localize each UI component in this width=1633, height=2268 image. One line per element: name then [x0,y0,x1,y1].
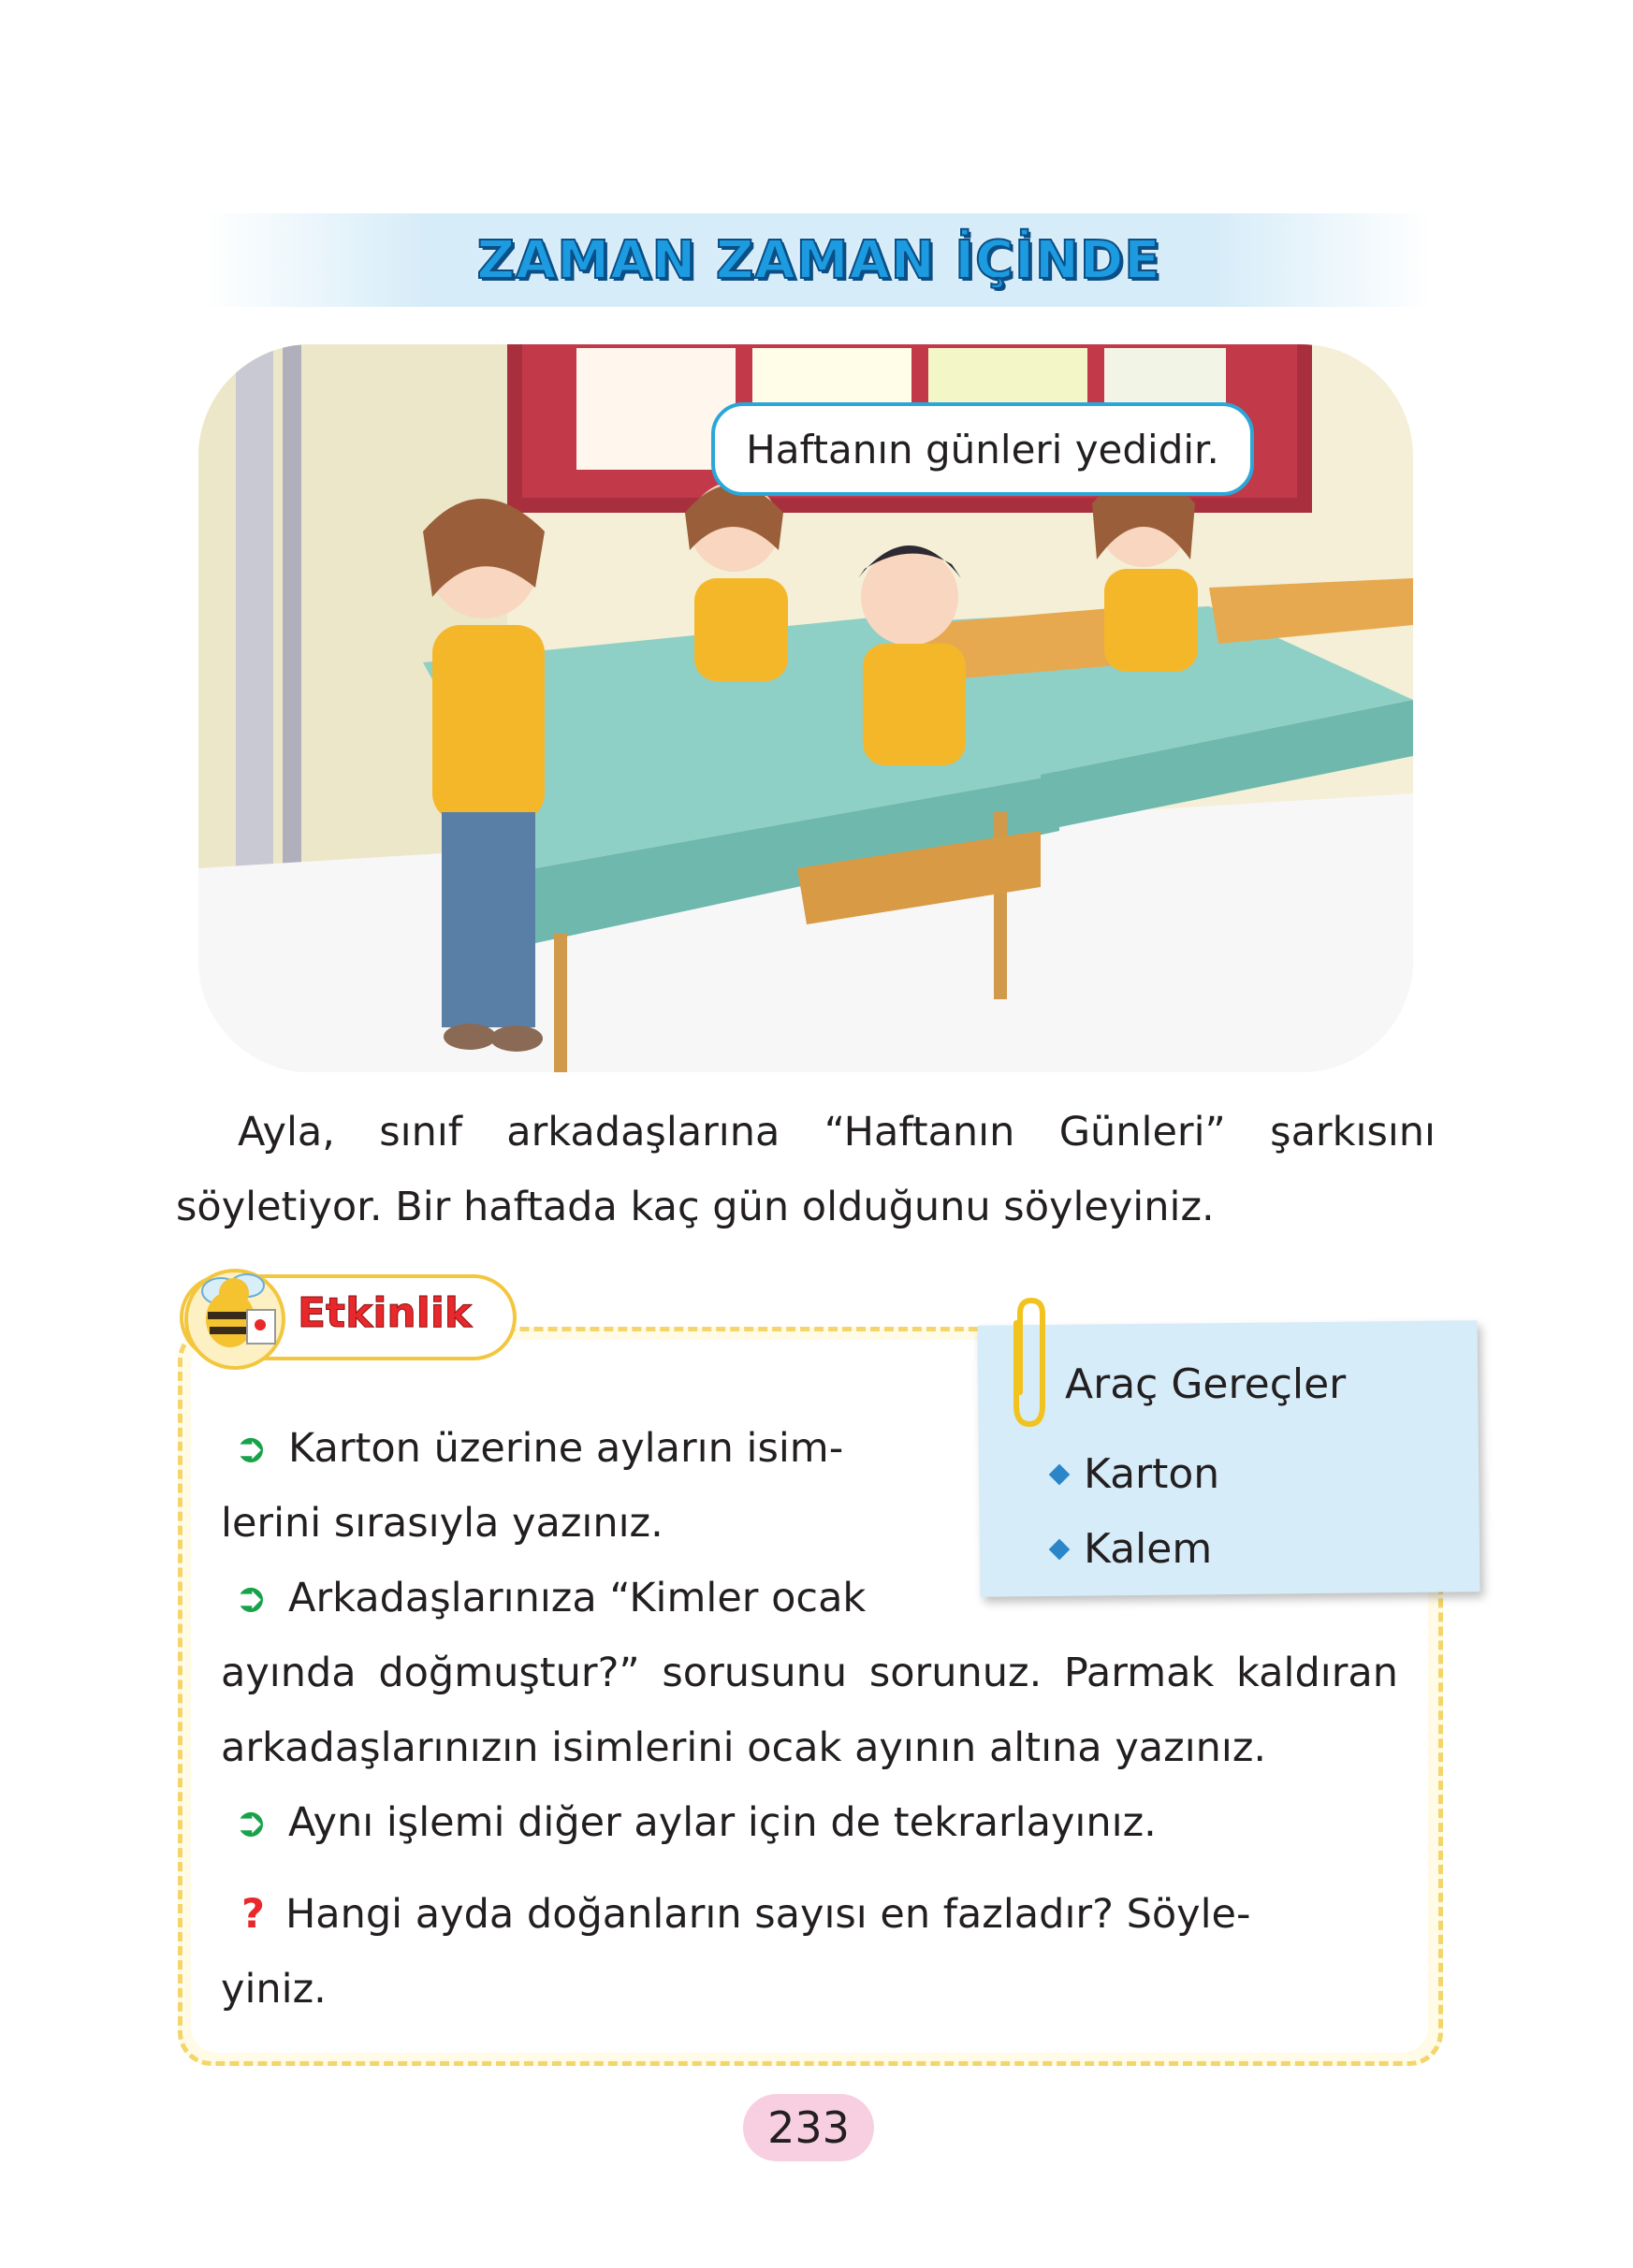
material-item [1052,1525,1212,1573]
arrow-bullet-icon: ➲ [234,1425,269,1472]
title-banner [206,213,1432,307]
activity-text-line [221,1961,327,2017]
speech-bubble [711,402,1254,496]
activity-step-2 [234,1570,866,1626]
intro-paragraph: Ayla, sınıf arkadaşlarına “Haftanın Günleri” şarkısını söyletiyor. Bir haftada kaç gün olduğunu söyleyiniz. [176,1109,1436,1230]
arrow-bullet-icon: ➲ [234,1575,269,1621]
activity-text: Arkadaşlarınıza “Kimler ocak [288,1575,867,1621]
paperclip-icon [999,1295,1056,1435]
etkinlik-label: Etkinlik [298,1289,473,1337]
activity-text: arkadaşlarınızın isimlerini ocak ayının altına yazınız. [221,1724,1267,1771]
page-title: ZAMAN ZAMAN İÇİNDE [476,229,1161,291]
activity-text-line [221,1720,1266,1776]
activity-text: Hangi ayda doğanların sayısı en fazladır? Söyle- [284,1891,1251,1938]
activity-text-line [221,1495,663,1551]
materials-title: Araç Gereçler [1065,1360,1347,1408]
page-number: 233 [743,2094,874,2161]
activity-text: Karton üzerine ayların isim- [288,1425,844,1472]
activity-step-1 [234,1420,843,1476]
material-label: Kalem [1084,1525,1213,1573]
activity-question [241,1886,1251,1942]
arrow-bullet-icon: ➲ [234,1799,269,1846]
material-label: Karton [1084,1450,1220,1498]
diamond-bullet-icon [1049,1463,1071,1485]
activity-text-line [221,1645,1398,1701]
bee-icon [174,1254,296,1375]
activity-text: yiniz. [221,1966,327,2013]
activity-text: Aynı işlemi diğer aylar için de tekrarlayınız. [288,1799,1157,1846]
activity-text: lerini sırasıyla yazınız. [221,1500,663,1547]
material-item [1052,1450,1219,1498]
diamond-bullet-icon [1049,1538,1071,1560]
question-mark-icon: ? [241,1891,265,1938]
activity-step-3 [234,1795,1157,1851]
speech-bubble-text: Haftanın günleri yedidir. [746,426,1219,472]
activity-text: ayında doğmuştur?” sorusunu sorunuz. Parmak kaldıran [221,1650,1398,1696]
